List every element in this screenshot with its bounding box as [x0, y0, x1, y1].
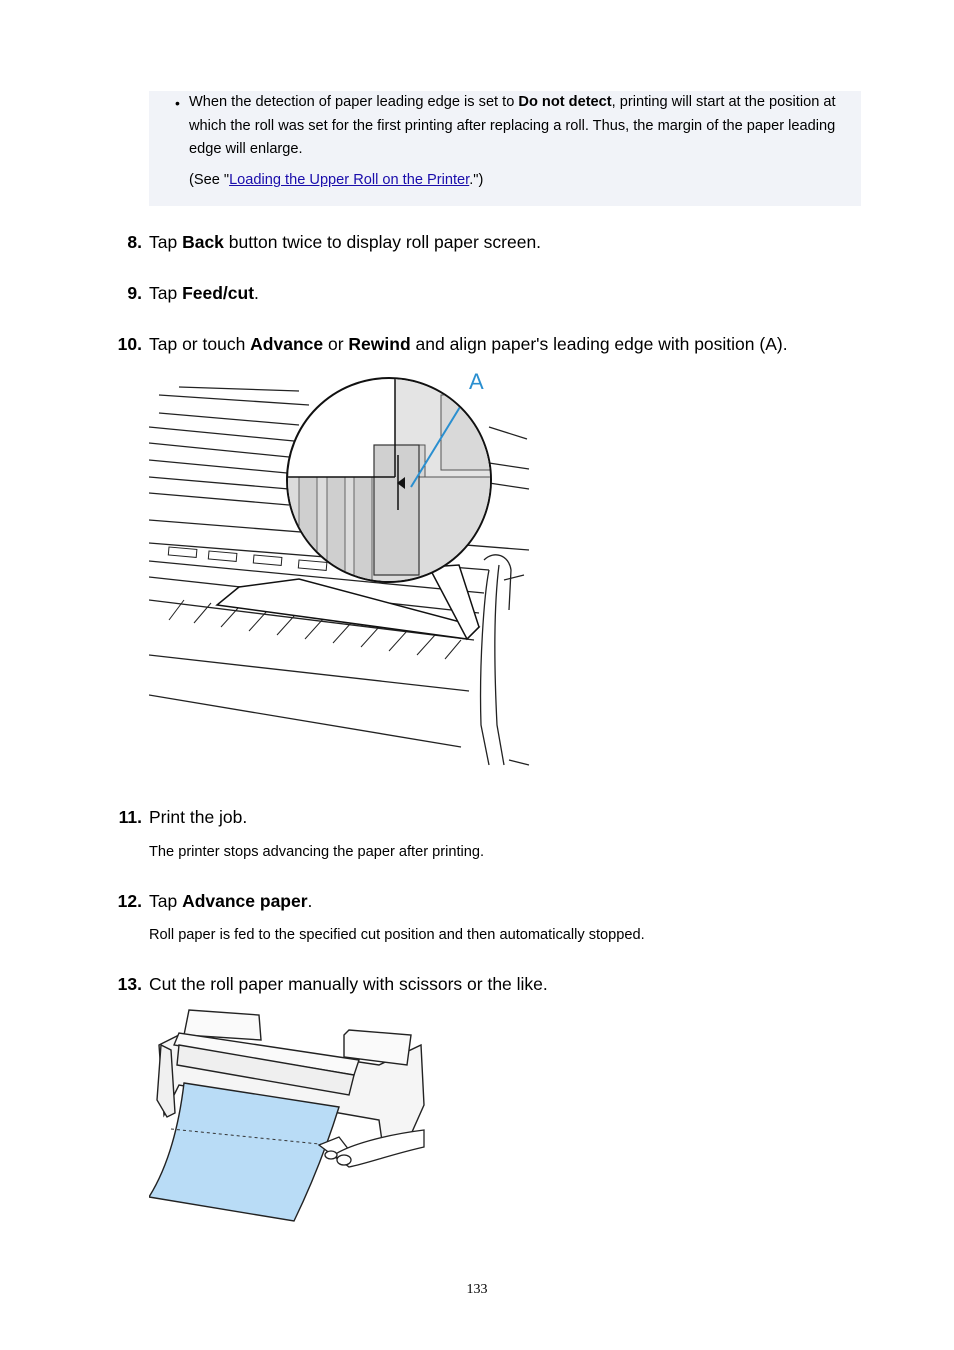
loading-upper-roll-link[interactable]: Loading the Upper Roll on the Printer — [229, 172, 470, 188]
step-10: 10. Tap or touch Advance or Rewind and align paper's leading edge with position (A). — [117, 334, 788, 354]
step-11: 11. Print the job. — [118, 807, 248, 827]
step-9: 9. Tap Feed/cut. — [127, 283, 259, 303]
step-13: 13. Cut the roll paper manually with scissors or the like. — [117, 974, 548, 994]
callout-label-a: A — [469, 369, 484, 394]
page-number: 133 — [466, 1282, 488, 1297]
note-text: When the detection of paper leading edge is set to Do not detect, printing will start at the position at which the roll was set for the first printing after replacing a roll. Thus, the margin of the paper leading edge will enlarge. — [189, 94, 836, 157]
paper-alignment-illustration — [149, 365, 534, 775]
step-12-detail: Roll paper is fed to the specified cut position and then automatically stopped. — [149, 927, 645, 943]
step-11-detail: The printer stops advancing the paper after printing. — [149, 844, 485, 860]
note-box — [149, 91, 861, 206]
step-8: 8. Tap Back button twice to display roll paper screen. — [127, 232, 542, 252]
step-12: 12. Tap Advance paper. — [117, 891, 313, 911]
cutting-paper-illustration — [149, 1005, 429, 1227]
bullet: • — [175, 95, 180, 111]
see-reference: (See "Loading the Upper Roll on the Printer.") — [189, 172, 484, 188]
